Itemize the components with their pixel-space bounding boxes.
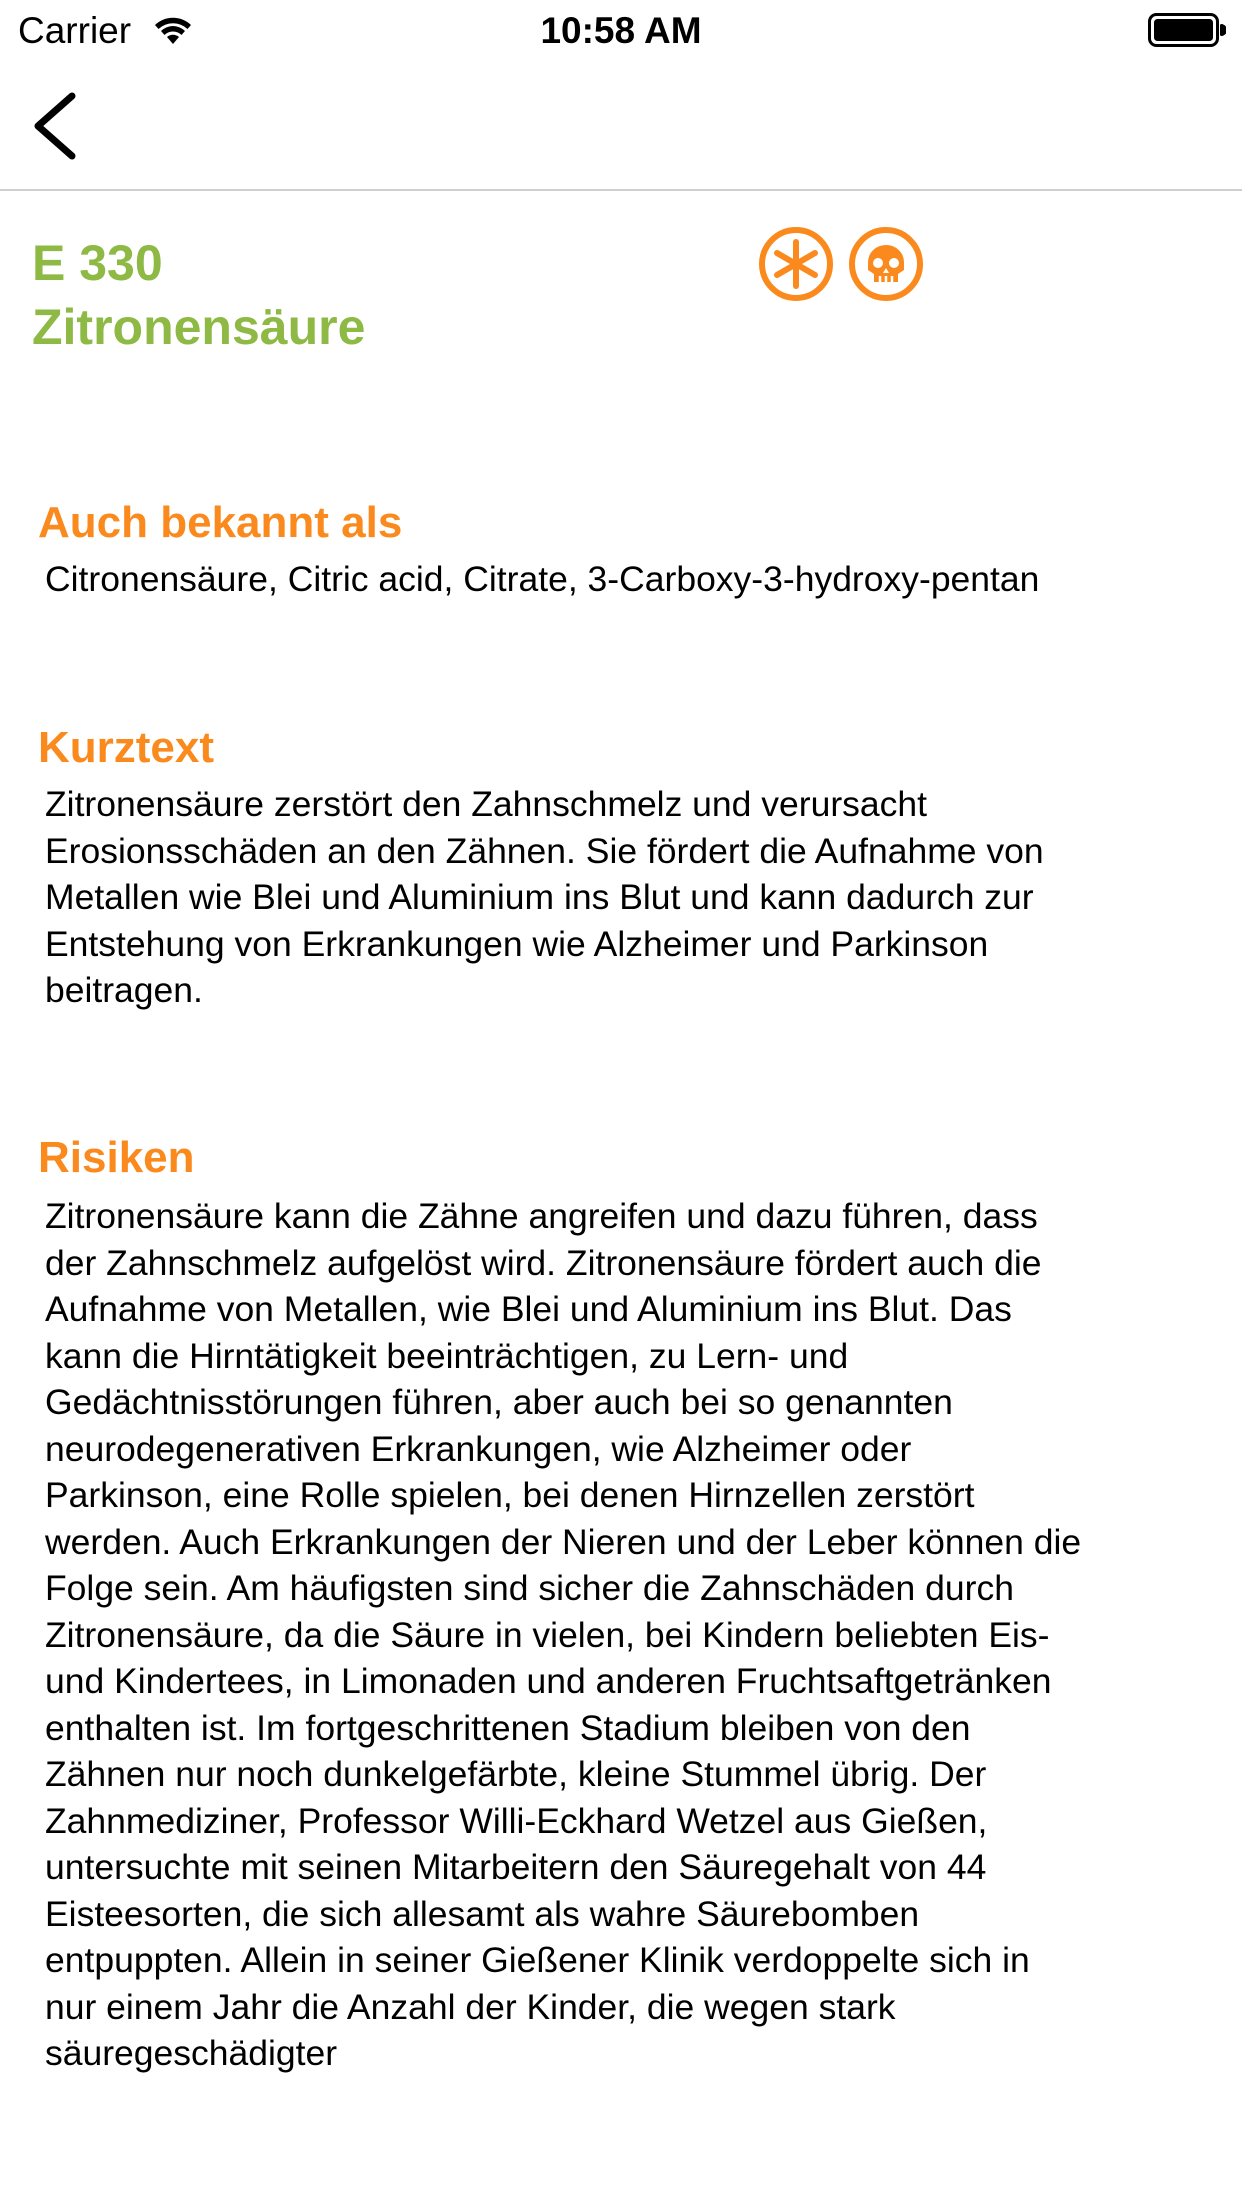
aka-text: Citronensäure, Citric acid, Citrate, 3-Carboxy-3-hydroxy-pentan: [45, 559, 1040, 599]
risks-heading: Risiken: [38, 1133, 195, 1182]
short-text-body: Zitronensäure zerstört den Zahnschmelz und verursacht Erosionsschäden an den Zähnen. Sie fördert die Aufnahme von Metallen wie Blei und Aluminium ins Blut und kann dadurch zur Entstehung von Erkrankungen wie Alzheimer und Parkinson beitragen.: [45, 784, 1044, 1010]
additive-name: Zitronensäure: [32, 299, 366, 355]
risks-body: Zitronensäure kann die Zähne angreifen und dazu führen, dass der Zahnschmelz aufgelöst wird. Zitronensäure fördert auch die Aufnahme von Metallen, wie Blei und Aluminium ins Blut. Das kann die Hirntätigkeit beeinträchtigen, zu Lern- und Gedächtnisstörungen führen, aber auch bei so genannten neurodegenerativen Erkrankungen, wie Alzheimer oder Parkinson, eine Rolle spielen, bei denen Hirnzellen zerstört werden. Auch Erkrankungen der Nieren und der Leber können die Folge sein. Am häufigsten sind sicher die Zahnschäden durch Zitronensäure, da die Säure in vielen, bei Kindern beliebten Eis- und Kindertees, in Limonaden und anderen Fruchtsaftgetränken enthalten ist. Im fortgeschrittenen Stadium bleiben von den Zähnen nur noch dunkelgefärbte, kleine Stummel übrig. Der Zahnmediziner, Professor Willi-Eckhard Wetzel aus Gießen, untersuchte mit seinen Mitarbeitern den Säuregehalt von 44 Eisteesorten, die sich allesamt als wahre Säurebomben entpuppten. Allein in seiner Gießener Klinik verdoppelte sich in nur einem Jahr die Anzahl der Kinder, die wegen stark säuregeschädigter: [45, 1196, 1082, 2073]
aka-heading: Auch bekannt als: [38, 498, 403, 547]
status-bar: [0, 0, 1242, 60]
chevron-left-icon[interactable]: [22, 88, 92, 164]
asterisk-circle-icon: [758, 226, 834, 302]
skull-circle-icon: [848, 226, 924, 302]
additive-code: E 330: [32, 235, 163, 291]
clock: 10:58 AM: [540, 10, 702, 51]
navigation-bar: [0, 60, 1242, 191]
carrier-label: Carrier: [18, 10, 132, 51]
short-text-heading: Kurztext: [38, 723, 215, 772]
battery-full-icon: [1148, 13, 1226, 47]
